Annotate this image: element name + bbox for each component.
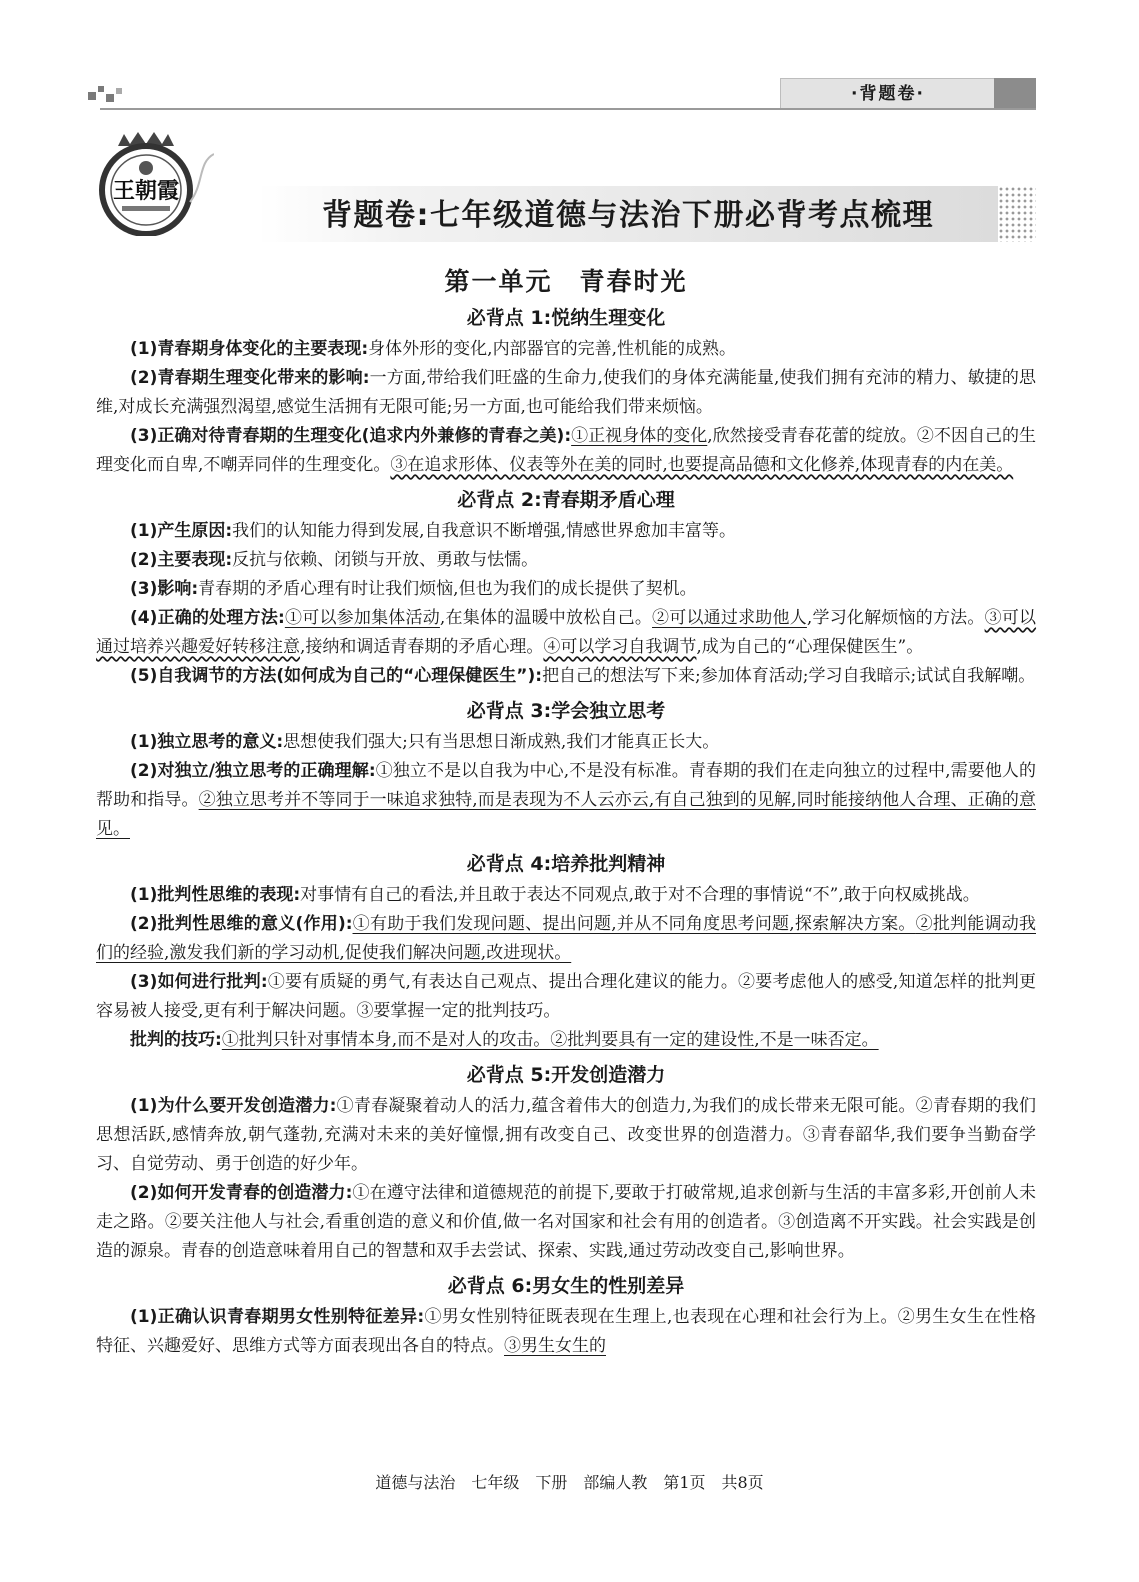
underlined-text: ②独立思考并不等同于一味追求独特,而是表现为不人云亦云,有自己独到的见解,同时能接纳他人合理、正确的意见。 [96,790,1036,839]
wavy-underlined-text: ④可以学习自我调节 [543,637,697,657]
paragraph [96,422,1036,480]
term-label: (3)影响: [130,579,199,599]
wavy-underlined-text: ③可以通过培养兴趣爱好转移注意 [96,608,1037,657]
term-label: (2)主要表现: [130,550,233,570]
underlined-text: ①可以参加集体活动 [284,608,440,628]
paragraph [96,910,1036,968]
paragraph [96,335,1036,364]
paragraph [96,517,1036,546]
term-label: (4)正确的处理方法: [130,608,285,628]
point-title: 必背点 1:悦纳生理变化 [466,307,666,329]
term-label: (5)自我调节的方法(如何成为自己的“心理保健医生”): [130,666,543,686]
title-dot-pattern [998,186,1036,242]
paragraph-text: 青春期的矛盾心理有时让我们烦恼,但也为我们的成长提供了契机。 [198,579,697,599]
section-tab: ·背题卷· [780,78,995,110]
publisher-logo [78,132,214,236]
underlined-text: ①有助于我们发现问题、提出问题,并从不同角度思考问题,探索解决方案。 [352,914,916,934]
paragraph-text: ,成为自己的“心理保健医生”。 [696,637,924,657]
paragraph-text: 反抗与依赖、闭锁与开放、勇敢与怯懦。 [232,550,539,570]
term-label: (1)独立思考的意义: [130,732,284,752]
svg-text:王朝霞: 王朝霞 [112,178,180,204]
section-tab-marker [994,78,1036,110]
term-label: (3)正确对待青春期的生理变化(追求内外兼修的青春之美): [130,426,572,446]
point-title: 必背点 4:培养批判精神 [466,853,666,875]
paragraph [96,1303,1036,1361]
point-title: 必背点 2:青春期矛盾心理 [457,489,675,511]
paragraph [96,364,1036,422]
term-label: (2)如何开发青春的创造潜力: [130,1183,353,1203]
term-label: (2)青春期生理变化带来的影响: [130,368,370,388]
term-label: (3)如何进行批判: [130,972,268,992]
term-label: (1)青春期身体变化的主要表现: [130,339,369,359]
paragraph-text: 思想使我们强大;只有当思想日渐成熟,我们才能真正长大。 [283,732,720,752]
unit-title: 第一单元 青春时光 [444,267,688,296]
paragraph-text: 一方面,带给我们旺盛的生命力,使我们的身体充满能量,使我们拥有充沛的精力、敏捷的思维,对成长充满强烈渴望,感觉生活拥有无限可能;另一方面,也可能给我们带来烦恼。 [96,368,1036,417]
document-body [96,256,1036,1361]
paragraph [96,662,1036,691]
paragraph-text: 青春期的我们在走向独立的过程中,需要他人的帮助和指导。 [96,761,1036,810]
paragraph [96,546,1036,575]
paragraph-text: 对事情有自己的看法,并且敢于表达不同观点,敢于对不合理的事情说“不”,敢于向权威挑战。 [300,885,980,905]
paragraph-text: ①青春凝聚着动人的活力,蕴含着伟大的创造力,为我们的成长带来无限可能。②青春期的我们思想活跃,感情奔放,朝气蓬勃,充满对未来的美好憧憬,拥有改变自己、改变世界的创造潜力。③青春韶华,我们要争当勤奋学习、自觉劳动、勇于创造的好少年。 [96,1096,1036,1174]
point-title: 必背点 3:学会独立思考 [466,700,666,722]
paragraph-text: ,学习化解烦恼的方法。 [806,608,985,628]
paragraph-text: ,接纳和调适青春期的矛盾心理。 [300,637,544,657]
paragraph-text: ①要有质疑的勇气,有表达自己观点、提出合理化建议的能力。②要考虑他人的感受,知道怎样的批判更容易被人接受,更有利于解决问题。③要掌握一定的批判技巧。 [96,972,1036,1021]
paragraph-text: 我们的认知能力得到发展,自我意识不断增强,情感世界愈加丰富等。 [232,521,736,541]
paragraph [96,968,1036,1026]
term-label: (1)为什么要开发创造潜力: [130,1096,337,1116]
term-label: 批判的技巧: [130,1030,222,1050]
underlined-text: ①正视身体的变化 [571,426,708,446]
paragraph-text: ①在遵守法律和道德规范的前提下,要敢于打破常规,追求创新与生活的丰富多彩,开创前人未走之路。②要关注他人与社会,看重创造的意义和价值,做一名对国家和社会有用的创造者。③创造离不开实践。社会实践是创造的源泉。青春的创造意味着用自己的智慧和双手去尝试、探索、实践,通过劳动改变自己,影响世界。 [96,1183,1036,1261]
term-label: (1)正确认识青春期男女性别特征差异: [130,1307,425,1327]
point-title: 必背点 5:开发创造潜力 [466,1064,666,1086]
paragraph [96,575,1036,604]
paragraph-text: ②不因自己的生理变化而自卑,不嘲弄同伴的生理变化。 [96,426,1037,475]
wavy-underlined-text: ③在追求形体、仪表等外在美的同时,也要提高品德和文化修养,体现青春的内在美。 [390,455,1014,475]
page-footer: 道德与法治 七年级 下册 部编人教 第1页 共8页 [375,1473,764,1492]
paragraph-text: ①男女性别特征既表现在生理上,也表现在心理和社会行为上。②男生女生在性格特征、兴趣爱好、思维方式等方面表现出各自的特点。 [96,1307,1036,1356]
underlined-text: ③男生女生的 [504,1336,606,1356]
paragraph [96,728,1036,757]
header-rule [100,108,1036,110]
point-title: 必背点 6:男女生的性别差异 [447,1275,685,1297]
term-label: (1)批判性思维的表现: [130,885,301,905]
paragraph [96,1179,1036,1266]
term-label: (2)对独立/独立思考的正确理解: [130,761,376,781]
underlined-text: ②批判能调动我们的经验,激发我们新的学习动机,促使我们解决问题,改进现状。 [96,914,1036,963]
paragraph [96,881,1036,910]
term-label: (2)批判性思维的意义(作用): [130,914,353,934]
paragraph-text: 把自己的想法写下来;参加体育活动;学习自我暗示;试试自我解嘲。 [542,666,1036,686]
paragraph-text: ,欣然接受青春花蕾的绽放。 [707,426,917,446]
paragraph [96,1092,1036,1179]
underlined-text: ②可以通过求助他人 [652,608,807,628]
paragraph-text: ①独立不是以自我为中心,不是没有标准。 [375,761,689,781]
page-title: 背题卷:七年级道德与法治下册必背考点梳理 [322,198,934,233]
paragraph [96,604,1036,662]
underlined-text: ①批判只针对事情本身,而不是对人的攻击。 [221,1030,551,1050]
paragraph [96,757,1036,844]
underlined-text: ②批判要具有一定的建设性,不是一味否定。 [550,1030,879,1050]
paragraph-text: 身体外形的变化,内部器官的完善,性机能的成熟。 [368,339,736,359]
paragraph [96,1026,1036,1055]
paragraph-text: ,在集体的温暖中放松自己。 [439,608,653,628]
term-label: (1)产生原因: [130,521,233,541]
